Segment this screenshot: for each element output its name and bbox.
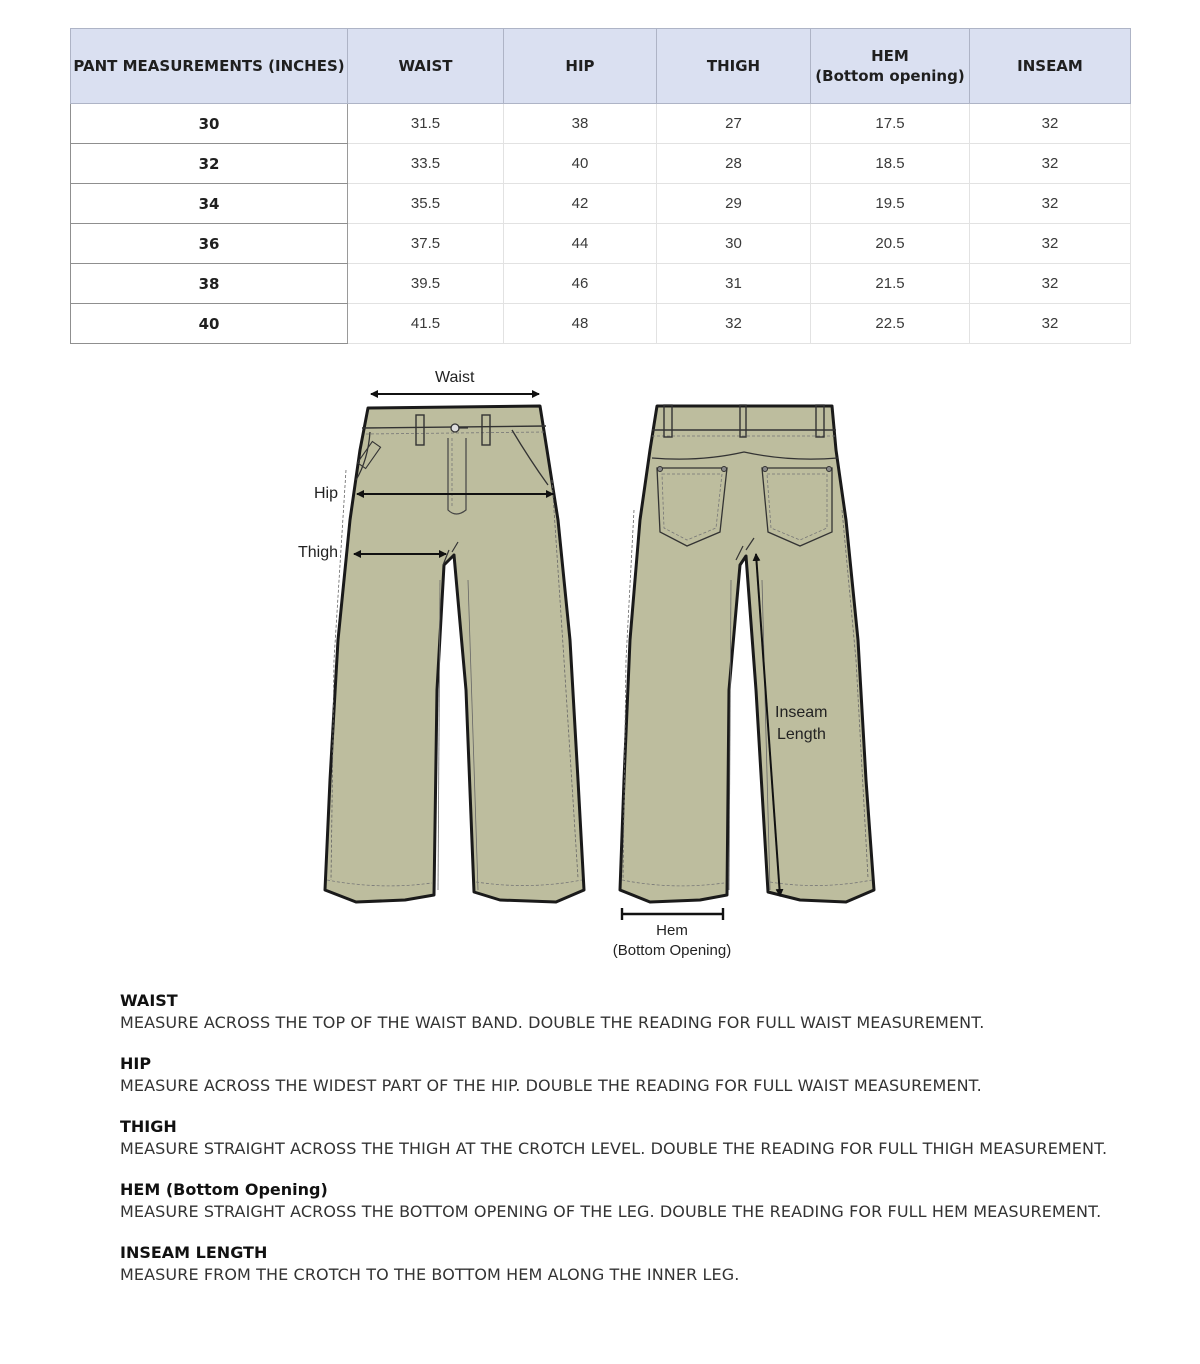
pants-illustration <box>0 360 1200 970</box>
hip-cell: 42 <box>504 184 657 224</box>
back-pants <box>620 405 874 902</box>
note-text: MEASURE STRAIGHT ACROSS THE THIGH AT THE CROTCH LEVEL. DOUBLE THE READING FOR FULL THIGH MEASUREMENT. <box>120 1139 1108 1158</box>
note-title: INSEAM LENGTH <box>120 1243 268 1262</box>
inseam-cell: 32 <box>970 104 1131 144</box>
waist-cell: 39.5 <box>348 264 504 304</box>
waist-cell: 35.5 <box>348 184 504 224</box>
note-title: HIP <box>120 1054 152 1073</box>
hem-cell: 19.5 <box>811 184 970 224</box>
waist-cell: 33.5 <box>348 144 504 184</box>
note-text: MEASURE FROM THE CROTCH TO THE BOTTOM HEM ALONG THE INNER LEG. <box>120 1265 740 1284</box>
note-waist <box>120 990 1180 1034</box>
waist-cell: 41.5 <box>348 304 504 344</box>
size-chart-table <box>70 28 1131 344</box>
note-hip <box>120 1053 1180 1097</box>
inseam-cell: 32 <box>970 264 1131 304</box>
note-title: WAIST <box>120 991 178 1010</box>
size-cell: 38 <box>71 264 348 304</box>
note-text: MEASURE ACROSS THE WIDEST PART OF THE HIP. DOUBLE THE READING FOR FULL WAIST MEASUREMENT. <box>120 1076 982 1095</box>
note-title: HEM (Bottom Opening) <box>120 1180 328 1199</box>
hem-cell: 18.5 <box>811 144 970 184</box>
note-text: MEASURE STRAIGHT ACROSS THE BOTTOM OPENING OF THE LEG. DOUBLE THE READING FOR FULL HEM MEASUREMENT. <box>120 1202 1102 1221</box>
header-thigh: THIGH <box>657 29 811 104</box>
inseam-cell: 32 <box>970 184 1131 224</box>
header-waist: WAIST <box>348 29 504 104</box>
inseam-cell: 32 <box>970 304 1131 344</box>
inseam-label-line2: Length <box>777 726 826 743</box>
table-row <box>71 224 1131 264</box>
hip-cell: 48 <box>504 304 657 344</box>
front-pants <box>325 406 584 902</box>
measurement-instructions <box>120 990 1180 1305</box>
hem-label-line2: (Bottom Opening) <box>612 942 732 959</box>
note-inseam <box>120 1242 1180 1286</box>
header-hem: HEM (Bottom opening) <box>811 29 970 104</box>
header-inseam: INSEAM <box>970 29 1131 104</box>
note-hem <box>120 1179 1180 1223</box>
thigh-cell: 31 <box>657 264 811 304</box>
size-cell: 34 <box>71 184 348 224</box>
measurement-diagram <box>0 360 1200 970</box>
thigh-cell: 29 <box>657 184 811 224</box>
size-cell: 36 <box>71 224 348 264</box>
thigh-cell: 30 <box>657 224 811 264</box>
note-text: MEASURE ACROSS THE TOP OF THE WAIST BAND. DOUBLE THE READING FOR FULL WAIST MEASUREMENT. <box>120 1013 985 1032</box>
waist-label: Waist <box>435 369 475 386</box>
size-cell: 30 <box>71 104 348 144</box>
table-row <box>71 264 1131 304</box>
table-row <box>71 144 1131 184</box>
hip-cell: 46 <box>504 264 657 304</box>
table-header-row <box>71 29 1131 104</box>
inseam-cell: 32 <box>970 144 1131 184</box>
thigh-label: Thigh <box>298 544 339 561</box>
header-hip: HIP <box>504 29 657 104</box>
thigh-cell: 32 <box>657 304 811 344</box>
inseam-label-line1: Inseam <box>775 704 828 721</box>
table-row <box>71 184 1131 224</box>
thigh-cell: 28 <box>657 144 811 184</box>
waist-cell: 37.5 <box>348 224 504 264</box>
hem-arrow <box>622 908 723 920</box>
waist-cell: 31.5 <box>348 104 504 144</box>
note-thigh <box>120 1116 1180 1160</box>
hem-cell: 22.5 <box>811 304 970 344</box>
table-row <box>71 304 1131 344</box>
hem-label-line1: Hem <box>656 922 688 939</box>
hip-cell: 40 <box>504 144 657 184</box>
note-title: THIGH <box>120 1117 177 1136</box>
hip-label: Hip <box>314 485 339 502</box>
inseam-cell: 32 <box>970 224 1131 264</box>
size-cell: 40 <box>71 304 348 344</box>
hip-cell: 44 <box>504 224 657 264</box>
hem-cell: 21.5 <box>811 264 970 304</box>
size-cell: 32 <box>71 144 348 184</box>
header-pant-measurements: PANT MEASUREMENTS (INCHES) <box>71 29 348 104</box>
hem-cell: 20.5 <box>811 224 970 264</box>
hip-cell: 38 <box>504 104 657 144</box>
thigh-cell: 27 <box>657 104 811 144</box>
hem-cell: 17.5 <box>811 104 970 144</box>
table-row <box>71 104 1131 144</box>
